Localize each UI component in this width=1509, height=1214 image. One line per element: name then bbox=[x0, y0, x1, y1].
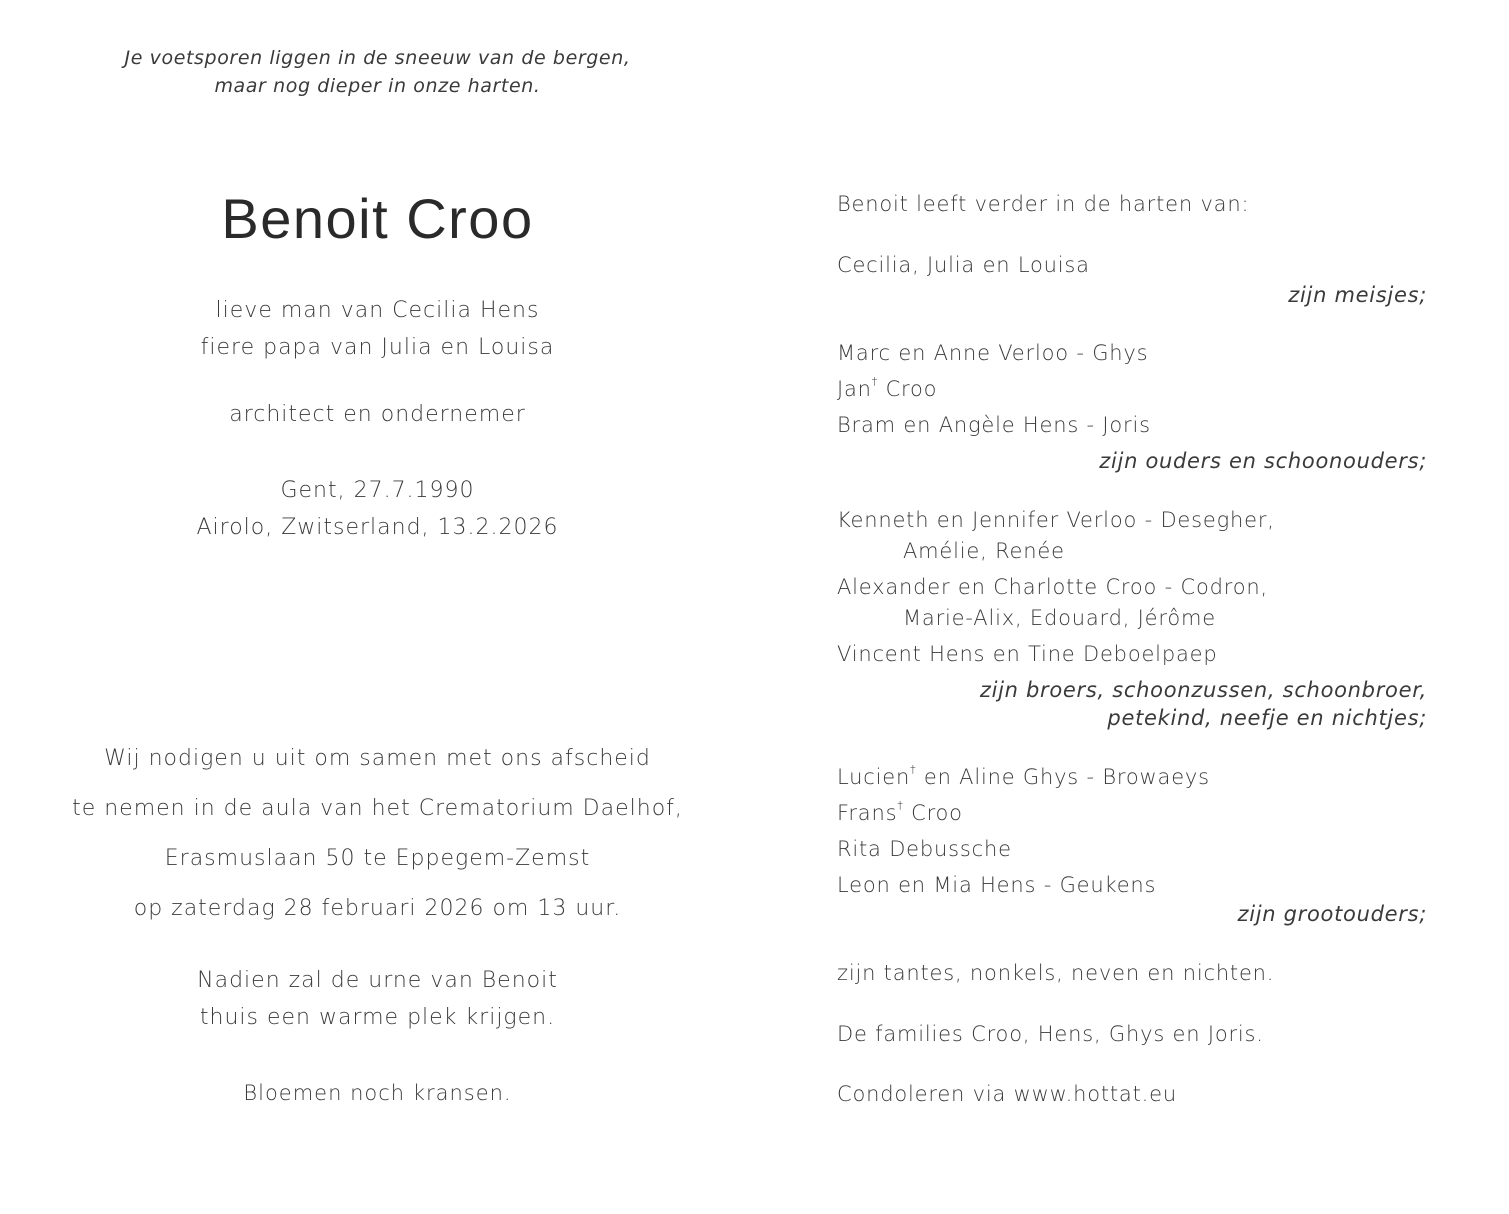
sibling-3: Vincent Hens en Tine Deboelpaep bbox=[837, 642, 1218, 666]
grandparent-name: Lucien bbox=[837, 765, 911, 789]
parents-role: zijn ouders en schoonouders; bbox=[1099, 449, 1427, 473]
sibling-2-children: Marie-Alix, Edouard, Jérôme bbox=[903, 606, 1216, 630]
death-info: Airolo, Zwitserland, 13.2.2026 bbox=[196, 515, 559, 540]
urn-line-2: thuis een warme plek krijgen. bbox=[199, 1005, 556, 1030]
daughters-role: zijn meisjes; bbox=[1288, 283, 1427, 307]
parents-3: Bram en Angèle Hens - Joris bbox=[837, 413, 1151, 437]
deceased-mark: † bbox=[897, 799, 904, 812]
families: De families Croo, Hens, Ghys en Joris. bbox=[837, 1022, 1264, 1046]
dates bbox=[0, 472, 755, 546]
flowers-note: Bloemen noch kransen. bbox=[243, 1081, 512, 1105]
deceased-name: Benoit Croo bbox=[221, 187, 534, 250]
invitation bbox=[0, 734, 755, 934]
grandparents-3: Rita Debussche bbox=[837, 837, 1012, 861]
invitation-line-4: op zaterdag 28 februari 2026 om 13 uur. bbox=[133, 896, 622, 921]
daughters: Cecilia, Julia en Louisa bbox=[837, 253, 1090, 277]
grandparents-role: zijn grootouders; bbox=[1237, 902, 1427, 926]
memorial-quote bbox=[0, 44, 755, 100]
parents-1: Marc en Anne Verloo - Ghys bbox=[837, 341, 1149, 365]
survivors-intro: Benoit leeft verder in de harten van: bbox=[837, 192, 1250, 216]
siblings-role bbox=[980, 676, 1427, 732]
sibling-1: Kenneth en Jennifer Verloo - Desegher, bbox=[837, 508, 1275, 532]
parents-2 bbox=[837, 377, 937, 401]
invitation-line-2: te nemen in de aula van het Crematorium Daelhof, bbox=[72, 796, 683, 821]
survivors-list bbox=[837, 0, 1427, 1214]
grandparent-rest: en Aline Ghys - Browaeys bbox=[916, 765, 1210, 789]
grandparents-4: Leon en Mia Hens - Geukens bbox=[837, 873, 1157, 897]
birth-info: Gent, 27.7.1990 bbox=[280, 478, 475, 503]
sibling-2: Alexander en Charlotte Croo - Codron, bbox=[837, 575, 1268, 599]
grandparents-1 bbox=[837, 765, 1210, 789]
sibling-1-children: Amélie, Renée bbox=[903, 539, 1065, 563]
quote-line-2: maar nog dieper in onze harten. bbox=[214, 75, 541, 97]
siblings-role-line-2: petekind, neefje en nichtjes; bbox=[1107, 706, 1427, 730]
relation-spouse: lieve man van Cecilia Hens bbox=[215, 298, 540, 323]
relations bbox=[0, 292, 755, 366]
profession: architect en ondernemer bbox=[229, 402, 526, 427]
invitation-line-3: Erasmuslaan 50 te Eppegem-Zemst bbox=[164, 846, 591, 871]
urn-line-1: Nadien zal de urne van Benoit bbox=[197, 968, 558, 993]
quote-line-1: Je voetsporen liggen in de sneeuw van de bergen, bbox=[124, 47, 631, 69]
condolences-info: Condoleren via www.hottat.eu bbox=[837, 1082, 1177, 1106]
grandparents-2 bbox=[837, 801, 963, 825]
parent-name: Jan bbox=[837, 377, 872, 401]
deceased-mark: † bbox=[910, 763, 917, 776]
grandparent-name: Frans bbox=[837, 801, 898, 825]
siblings-role-line-1: zijn broers, schoonzussen, schoonbroer, bbox=[979, 678, 1427, 702]
extended-family: zijn tantes, nonkels, neven en nichten. bbox=[837, 961, 1275, 985]
urn-note bbox=[0, 962, 755, 1036]
relation-children: fiere papa van Julia en Louisa bbox=[200, 335, 555, 360]
invitation-line-1: Wij nodigen u uit om samen met ons afscheid bbox=[104, 746, 651, 771]
grandparent-rest: Croo bbox=[903, 801, 963, 825]
parent-surname: Croo bbox=[878, 377, 938, 401]
deceased-mark: † bbox=[871, 375, 879, 388]
